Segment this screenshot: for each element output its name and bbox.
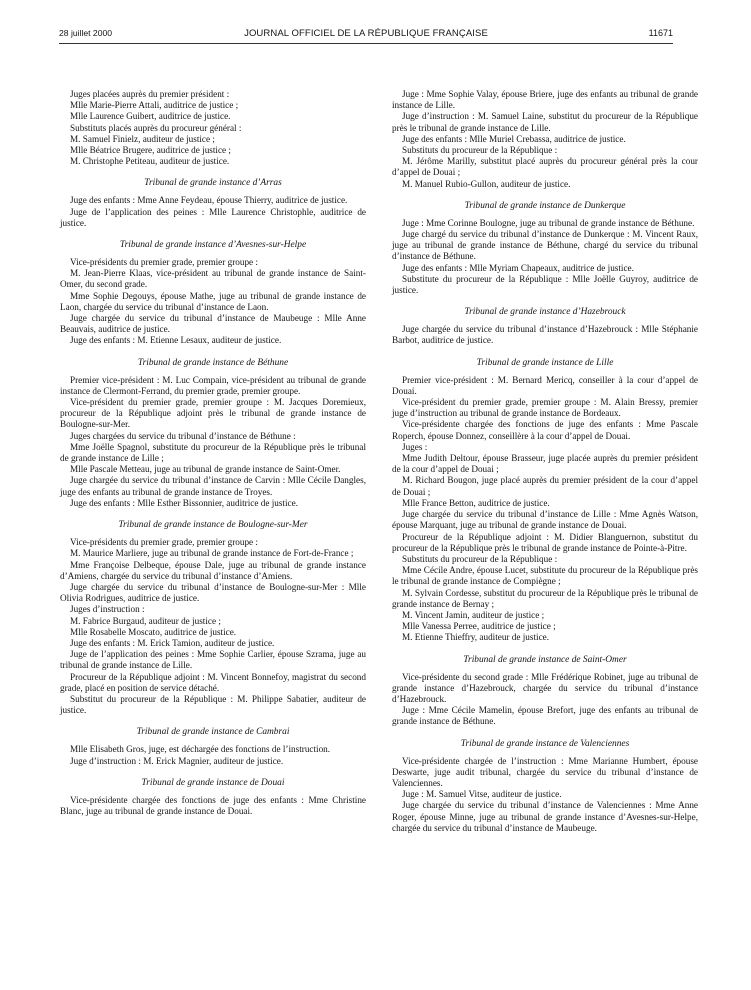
text-paragraph: Juge des enfants : Mme Anne Feydeau, épouse Thierry, auditrice de justice.	[70, 195, 348, 206]
text-paragraph: Premier vice-président : M. Bernard Mericq, conseiller à la cour d’appel de Douai.	[392, 374, 698, 396]
text-paragraph: Juge chargée du service du tribunal d’instance d’Hazebrouck : Mlle Stéphanie Barbot, auditrice de justice.	[392, 324, 698, 346]
text-paragraph: Juge des enfants : Mlle Esther Bissonnier, auditrice de justice.	[70, 497, 298, 508]
text-paragraph: Vice-présidents du premier grade, premier groupe :	[70, 257, 258, 268]
page-header	[59, 28, 673, 42]
header-rule	[59, 43, 673, 44]
text-paragraph: M. Jean-Pierre Klaas, vice-président au tribunal de grande instance de Saint-Omer, du second grade.	[60, 268, 366, 290]
page-number: 11671	[648, 28, 673, 38]
text-paragraph: Juge : M. Samuel Vitse, auditeur de justice.	[402, 789, 562, 800]
text-paragraph: Vice-présidente chargée des fonctions de juge des enfants : Mme Christine Blanc, juge au tribunal de grande instance de Douai.	[60, 794, 366, 816]
text-paragraph: Mlle Marie-Pierre Attali, auditrice de justice ;	[70, 100, 239, 111]
text-paragraph: M. Samuel Finielz, auditeur de justice ;	[70, 133, 215, 144]
text-paragraph: Vice-président du premier grade, premier groupe : M. Jacques Doremieux, procureur de la République adjoint près le tribunal de grande instance de Boulogne-sur-Mer.	[60, 397, 366, 430]
text-paragraph: Vice-président du premier grade, premier groupe : M. Alain Bressy, premier juge d’instruction au tribunal de grande instance de Bordeaux.	[392, 397, 698, 419]
section-heading: Tribunal de grande instance de Saint-Omer	[463, 654, 627, 665]
text-paragraph: Mme Sophie Degouys, épouse Mathe, juge au tribunal de grande instance de Laon, chargée du service du tribunal d’instance de Laon.	[60, 290, 366, 312]
text-paragraph: Juge : Mme Corinne Boulogne, juge au tribunal de grande instance de Béthune.	[402, 217, 695, 228]
text-paragraph: Juge de l’application des peines : Mme Sophie Carlier, épouse Szrama, juge au tribunal de grande instance de Lille.	[60, 649, 366, 671]
text-paragraph: Mme Françoise Delbeque, épouse Dale, juge au tribunal de grande instance d’Amiens, chargée du service du tribunal d’instance d’Amiens.	[60, 559, 366, 581]
text-paragraph: Mlle Laurence Guibert, auditrice de justice.	[70, 111, 231, 122]
text-paragraph: Juge : Mme Sophie Valay, épouse Briere, juge des enfants au tribunal de grande instance de Lille.	[392, 89, 698, 111]
text-paragraph: Juge : Mme Cécile Mamelin, épouse Brefort, juge des enfants au tribunal de grande instance de Béthune.	[392, 705, 698, 727]
text-paragraph: Juge des enfants : Mlle Muriel Crebassa, auditrice de justice.	[402, 133, 626, 144]
text-paragraph: Juges chargées du service du tribunal d’instance de Béthune :	[70, 430, 296, 441]
text-paragraph: Juge chargée du service du tribunal d’instance de Lille : Mme Agnès Watson, épouse Marquant, juge au tribunal de grande instance de Douai.	[392, 509, 698, 531]
text-paragraph: Juge d’instruction : M. Samuel Laine, substitut du procureur de la République près le tribunal de grande instance de Lille.	[392, 111, 698, 133]
text-paragraph: Mme Joëlle Spagnol, substitute du procureur de la République près le tribunal de grande instance de Lille ;	[60, 441, 366, 464]
text-paragraph: Juges d’instruction :	[70, 604, 145, 615]
section-heading: Tribunal de grande instance de Dunkerque	[464, 200, 626, 211]
text-paragraph: Juge des enfants : M. Erick Tamion, auditeur de justice.	[70, 637, 275, 648]
section-heading: Tribunal de grande instance d’Avesnes-sur-Helpe	[119, 240, 307, 251]
text-paragraph: Mme Judith Deltour, épouse Brasseur, juge placée auprès du premier président de la cour d’appel de Douai ;	[392, 453, 698, 475]
section-heading: Tribunal de grande instance d’Hazebrouck	[464, 307, 626, 318]
section-heading: Tribunal de grande instance de Cambrai	[136, 727, 290, 738]
text-paragraph: Mlle France Betton, auditrice de justice.	[402, 497, 550, 508]
text-paragraph: M. Etienne Thieffry, auditeur de justice.	[402, 632, 550, 643]
text-paragraph: Juge chargée du service du tribunal d’instance de Maubeuge : Mlle Anne Beauvais, auditrice de justice.	[60, 313, 366, 335]
text-paragraph: Mlle Vanessa Perree, auditrice de justice ;	[402, 621, 556, 632]
text-paragraph: M. Sylvain Cordesse, substitut du procureur de la République près le tribunal de grande instance de Bernay ;	[392, 587, 698, 609]
text-paragraph: Substitut du procureur de la République : M. Philippe Sabatier, auditeur de justice.	[60, 693, 366, 716]
text-paragraph: Substituts du procureur de la République :	[402, 145, 558, 156]
section-heading: Tribunal de grande instance de Valenciennes	[460, 738, 630, 749]
text-paragraph: Premier vice-président : M. Luc Compain, vice-président au tribunal de grande instance de Clermont-Ferrand, du premier grade, premier groupe.	[60, 374, 366, 396]
text-paragraph: Substituts placés auprès du procureur général :	[70, 122, 242, 133]
section-heading: Tribunal de grande instance de Douai	[141, 777, 285, 788]
text-paragraph: Procureur de la République adjoint : M. Vincent Bonnefoy, magistrat du second grade, placé en position de service détaché.	[60, 671, 366, 693]
text-paragraph: M. Richard Bougon, juge placé auprès du premier président de la cour d’appel de Douai ;	[392, 475, 698, 497]
text-paragraph: Vice-présidente chargée de l’instruction : Mme Marianne Humbert, épouse Deswarte, juge audit tribunal, chargée du service du tribunal d’instance de Valenciennes.	[392, 755, 698, 788]
text-paragraph: Mme Cécile Andre, épouse Lucet, substitute du procureur de la République près le tribunal de grande instance de Compiègne ;	[392, 565, 698, 587]
text-paragraph: Mlle Béatrice Brugere, auditrice de justice ;	[70, 145, 231, 156]
left-column	[60, 89, 366, 817]
text-paragraph: Juge chargée du service du tribunal d’instance de Boulogne-sur-Mer : Mlle Olivia Rodrigues, auditrice de justice.	[60, 581, 366, 604]
text-paragraph: Mlle Pascale Metteau, juge au tribunal de grande instance de Saint-Omer.	[70, 464, 341, 475]
text-paragraph: Substituts du procureur de la République :	[402, 553, 558, 564]
text-paragraph: Juge de l’application des peines : Mlle Laurence Christophle, auditrice de justice.	[60, 206, 366, 228]
section-heading: Tribunal de grande instance d’Arras	[144, 178, 282, 189]
text-paragraph: Juge d’instruction : M. Erick Magnier, auditeur de justice.	[70, 755, 284, 766]
text-paragraph: M. Christophe Petiteau, auditeur de justice.	[70, 156, 230, 167]
text-paragraph: Mlle Elisabeth Gros, juge, est déchargée des fonctions de l’instruction.	[70, 744, 331, 755]
journal-title: JOURNAL OFFICIEL DE LA RÉPUBLIQUE FRANÇAISE	[244, 28, 488, 39]
section-heading: Tribunal de grande instance de Béthune	[137, 357, 289, 368]
text-paragraph: Juge chargée du service du tribunal d’instance de Valenciennes : Mme Anne Roger, épouse Minne, juge au tribunal de grande instance d’Avesnes-sur-Helpe, chargée du service du tribunal d’instance de Maubeuge.	[392, 800, 698, 833]
section-heading: Tribunal de grande instance de Lille	[476, 357, 614, 368]
text-paragraph: Substitute du procureur de la République : Mlle Joëlle Guyroy, auditrice de justice.	[392, 273, 698, 296]
text-paragraph: Procureur de la République adjoint : M. Didier Blanguernon, substitut du procureur de la République près le tribunal de grande instance de Pointe-à-Pitre.	[392, 531, 698, 553]
text-paragraph: Vice-présidents du premier grade, premier groupe :	[70, 537, 258, 548]
text-paragraph: M. Vincent Jamin, auditeur de justice ;	[402, 609, 545, 620]
text-paragraph: Juges :	[402, 441, 428, 452]
text-paragraph: M. Jérôme Marilly, substitut placé auprès du procureur général près la cour d’appel de Douai ;	[392, 156, 698, 178]
text-paragraph: Juge des enfants : Mlle Myriam Chapeaux, auditrice de justice.	[402, 262, 634, 273]
text-paragraph: Juge chargée du service du tribunal d’instance de Carvin : Mlle Cécile Dangles, juge des enfants au tribunal de grande instance de Troyes.	[60, 475, 366, 497]
text-paragraph: M. Manuel Rubio-Gullon, auditeur de justice.	[402, 178, 571, 189]
text-paragraph: Vice-présidente chargée des fonctions de juge des enfants : Mme Pascale Roperch, épouse Donnez, conseillère à la cour d’appel de Douai.	[392, 419, 698, 441]
text-paragraph: Mlle Rosabelle Moscato, auditrice de justice.	[70, 626, 237, 637]
text-paragraph: Vice-présidente du second grade : Mlle Frédérique Robinet, juge au tribunal de grande instance d’Hazebrouck, chargée du service du tribunal d’instance d’Hazebrouck.	[392, 671, 698, 704]
issue-date: 28 juillet 2000	[59, 28, 113, 38]
text-paragraph: Juge chargé du service du tribunal d’instance de Dunkerque : M. Vincent Raux, juge au tribunal de grande instance de Béthune, chargé du service du tribunal d’instance de Béthune.	[392, 229, 698, 262]
text-paragraph: M. Fabrice Burgaud, auditeur de justice ;	[70, 615, 221, 626]
text-paragraph: Juge des enfants : M. Etienne Lesaux, auditeur de justice.	[70, 335, 282, 346]
right-column	[392, 89, 698, 834]
text-paragraph: Juges placées auprès du premier président :	[70, 89, 230, 99]
section-heading: Tribunal de grande instance de Boulogne-sur-Mer	[118, 520, 308, 531]
text-paragraph: M. Maurice Marliere, juge au tribunal de grande instance de Fort-de-France ;	[70, 548, 354, 559]
